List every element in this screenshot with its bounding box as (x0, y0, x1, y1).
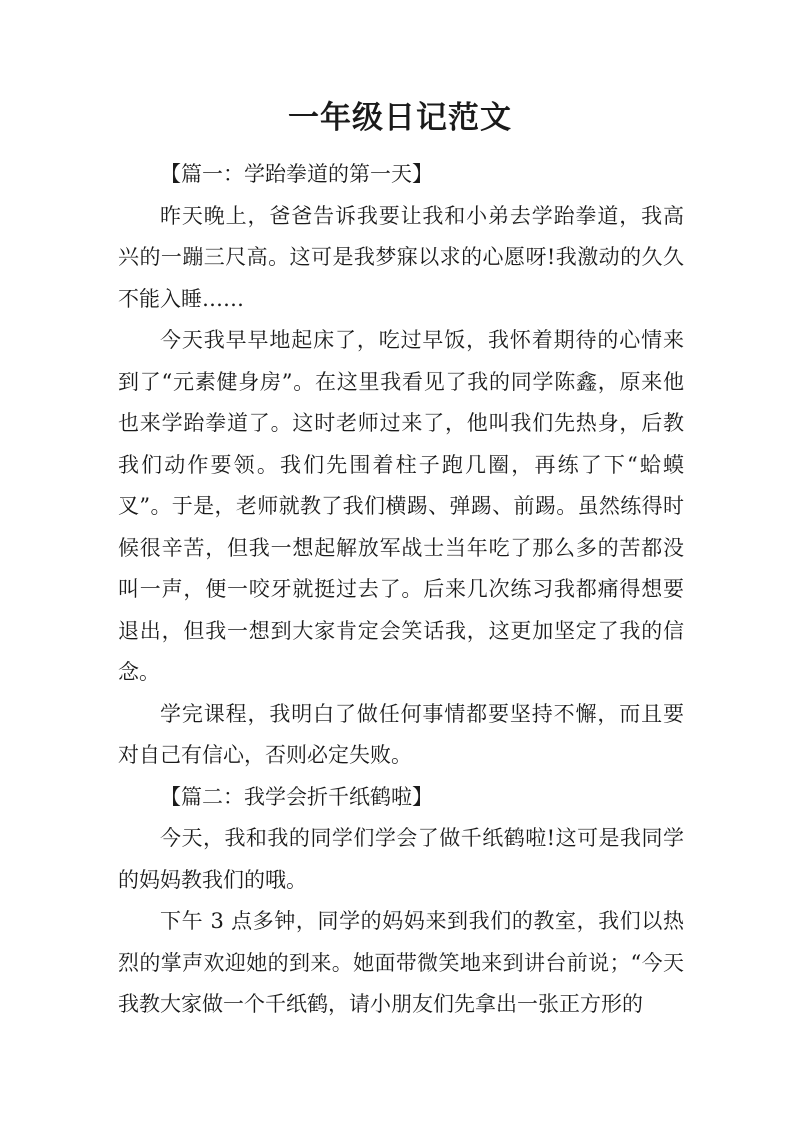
section-1-heading: 【篇一：学跆拳道的第一天】 (160, 162, 433, 186)
document-body (118, 154, 684, 1026)
section-1-paragraph-2: 今天我早早地起床了，吃过早饭，我怀着期待的心情来到了“元素健身房”。在这里我看见了我的同学陈鑫，原来他也来学跆拳道了。这时老师过来了，他叫我们先热身，后教我们动作要领。我们先围着柱子跑几圈，再练了下“蛤蟆叉”。于是，老师就教了我们横踢、弹踢、前踢。虽然练得时候很辛苦，但我一想起解放军战士当年吃了那么多的苦都没叫一声，便一咬牙就挺过去了。后来几次练习我都痛得想要退出，但我一想到大家肯定会笑话我，这更加坚定了我的信念。 (118, 328, 684, 684)
section-2-heading: 【篇二：我学会折千纸鹤啦】 (160, 784, 433, 809)
section-2-paragraph-1: 今天，我和我的同学们学会了做千纸鹤啦!这可是我同学的妈妈教我们的哦。 (118, 826, 684, 892)
section-2-paragraph-2: 下午 3 点多钟，同学的妈妈来到我们的教室，我们以热烈的掌声欢迎她的到来。她面带微笑地来到讲台前说；“今天我教大家做一个千纸鹤，请小朋友们先拿出一张正方形的 (118, 909, 684, 1016)
section-2 (118, 777, 684, 1026)
section-1 (118, 154, 684, 777)
section-1-paragraph-1: 昨天晚上，爸爸告诉我要让我和小弟去学跆拳道，我高兴的一蹦三尺高。这可是我梦寐以求的心愿呀!我激动的久久不能入睡…… (118, 203, 684, 311)
document-title: 一年级日记范文 (288, 100, 512, 136)
section-1-paragraph-3: 学完课程，我明白了做任何事情都要坚持不懈，而且要对自己有信心，否则必定失败。 (118, 701, 684, 767)
